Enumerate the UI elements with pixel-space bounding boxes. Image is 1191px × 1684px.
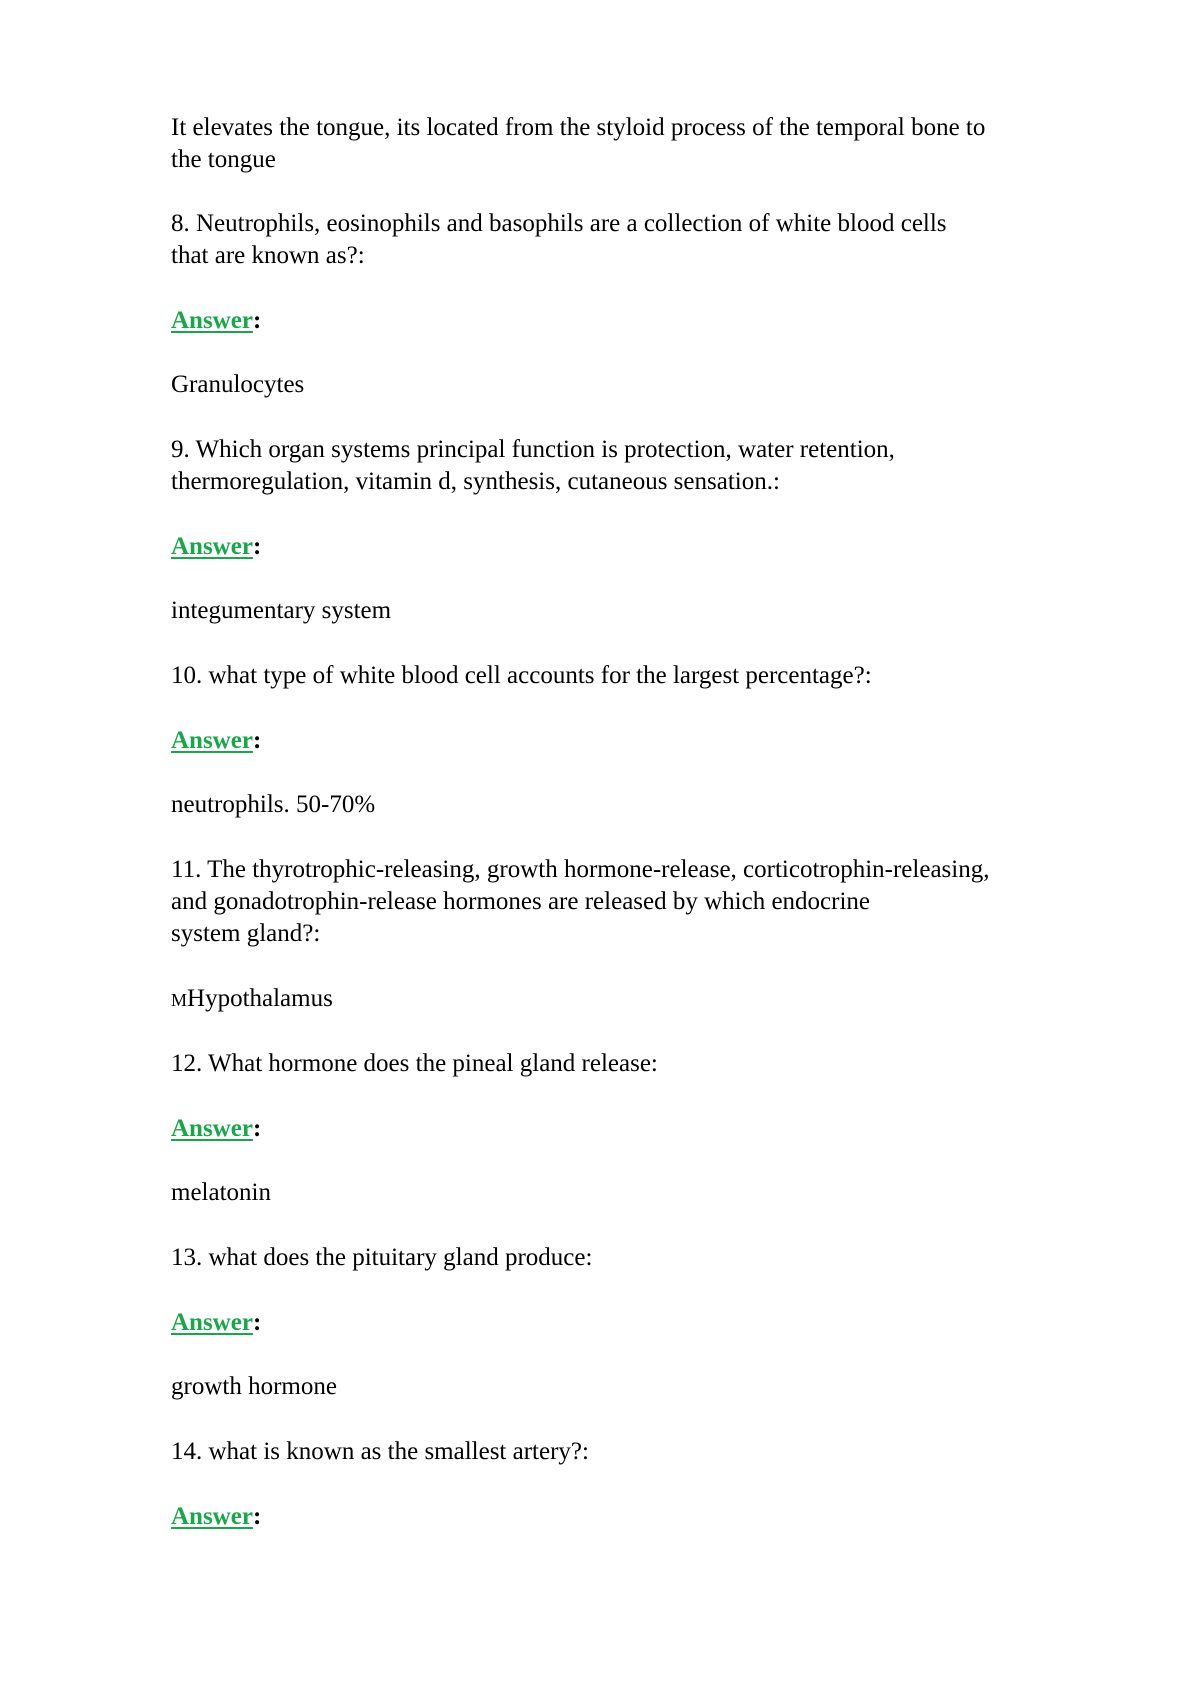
answer-13-text: growth hormone	[171, 1373, 337, 1400]
answer-colon: :	[252, 1115, 262, 1142]
question-11-cont: system gland?:	[171, 920, 321, 947]
answer-word: Answer	[171, 1115, 253, 1142]
answer-label	[171, 531, 261, 563]
question-11: 11. The thyrotrophic-releasing, growth hormone-release, corticotrophin-releasing,	[171, 856, 990, 883]
question-14: 14. what is known as the smallest artery?:	[171, 1438, 589, 1465]
answer-colon: :	[252, 1503, 262, 1530]
answer-colon: :	[252, 727, 262, 754]
answer-colon: :	[252, 1309, 262, 1336]
answer-label	[171, 725, 261, 757]
answer-9-text: integumentary system	[171, 597, 392, 624]
answer-12-text: melatonin	[171, 1179, 271, 1206]
answer-colon: :	[252, 307, 262, 334]
answer-11-text	[171, 983, 333, 1016]
question-10: 10. what type of white blood cell accounts for the largest percentage?:	[171, 662, 872, 689]
answer-label	[171, 1113, 261, 1145]
question-9: 9. Which organ systems principal function is protection, water retention,	[171, 436, 895, 463]
question-11-cont: and gonadotrophin-release hormones are released by which endocrine	[171, 888, 871, 915]
answer-word: Answer	[171, 1309, 253, 1336]
question-13: 13. what does the pituitary gland produce:	[171, 1244, 593, 1271]
stray-mark: M	[171, 990, 188, 1010]
answer-colon: :	[252, 533, 262, 560]
text-line: the tongue	[171, 146, 276, 173]
answer-word: Answer	[171, 1503, 253, 1530]
answer-label	[171, 305, 261, 337]
question-8-cont: that are known as?:	[171, 242, 365, 269]
question-9-cont: thermoregulation, vitamin d, synthesis, cutaneous sensation.:	[171, 468, 780, 495]
question-12: 12. What hormone does the pineal gland release:	[171, 1050, 658, 1077]
text-line: It elevates the tongue, its located from the styloid process of the temporal bone to	[171, 114, 986, 141]
answer-label	[171, 1501, 261, 1533]
answer-10-text: neutrophils. 50-70%	[171, 791, 376, 818]
answer-word: Answer	[171, 533, 253, 560]
answer-word: Answer	[171, 307, 253, 334]
answer-word: Answer	[171, 727, 253, 754]
answer-8-text: Granulocytes	[171, 371, 305, 398]
answer-label	[171, 1307, 261, 1339]
question-8: 8. Neutrophils, eosinophils and basophils are a collection of white blood cells	[171, 210, 947, 237]
answer-11-value: Hypothalamus	[187, 985, 333, 1012]
